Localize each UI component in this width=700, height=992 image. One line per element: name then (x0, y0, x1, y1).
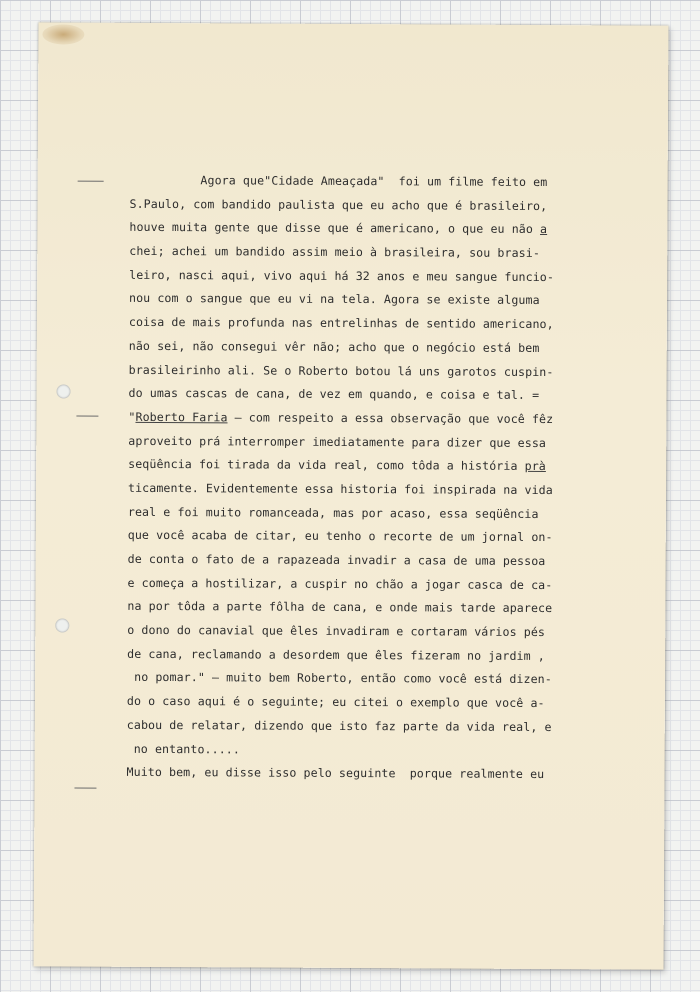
text-line (127, 666, 647, 692)
text-segment: nou com o sangue que eu vi na tela. Agora se existe alguma (128, 291, 540, 308)
text-segment: cabou de relatar, dizendo que isto faz parte da vida real, e (126, 717, 552, 734)
text-segment: brasileirinho ali. Se o Roberto botou lá uns garotos cuspin- (128, 362, 554, 379)
text-line (129, 264, 649, 290)
text-segment: — com respeito a essa observação que você fêz (227, 410, 554, 426)
text-line (129, 335, 649, 361)
text-segment: real e foi muito romanceada, mas por acaso, essa seqüência (127, 504, 539, 521)
text-segment: " (128, 409, 136, 424)
text-segment: chei; achei um bandido assim meio à brasileira, sou brasi- (129, 243, 540, 261)
text-segment: Muito bem, eu disse isso pelo seguinte porque realmente eu (126, 765, 545, 782)
text-segment: e começa a hostilizar, a cuspir no chão a jogar casca de ca- (127, 575, 553, 592)
text-line (128, 548, 648, 574)
text-segment: no pomar." — muito bem Roberto, então como você está dizen- (127, 670, 552, 687)
text-line (127, 572, 647, 598)
text-line (128, 453, 648, 479)
text-line (127, 690, 647, 716)
text-line (128, 477, 648, 503)
text-line (127, 643, 647, 669)
text-line (126, 761, 646, 787)
text-line (129, 287, 649, 313)
text-segment: do umas cascas de cana, de vez em quando, e coisa e tal. = (128, 386, 540, 403)
text-segment: ticamente. Evidentemente essa historia foi inspirada na vida (128, 480, 553, 497)
punch-hole-top (57, 384, 71, 398)
text-line (129, 193, 649, 219)
text-segment: que você acaba de citar, eu tenho o recorte de um jornal on- (127, 528, 553, 545)
text-line (129, 311, 649, 337)
text-line (129, 358, 649, 384)
typed-text-body (126, 169, 649, 788)
underlined-text-segment: prà (524, 459, 546, 474)
text-line (129, 240, 649, 266)
text-line (127, 595, 647, 621)
text-line (127, 619, 647, 645)
text-line (127, 714, 647, 740)
text-segment: seqüência foi tirada da vida real, como tôda a história (128, 457, 525, 474)
punch-hole-bottom (55, 618, 69, 632)
text-segment: do o caso aqui é o seguinte; eu citei o exemplo que você a- (126, 693, 545, 711)
underlined-text-segment: Roberto Faria (135, 409, 228, 425)
text-segment: não sei, não consegui vêr não; acho que o negócio está bem (128, 338, 540, 355)
text-segment: Agora que"Cidade Ameaçada" foi um filme feito em (129, 172, 548, 190)
text-line (128, 500, 648, 526)
text-segment: de conta o fato de a rapazeada invadir a casa de uma pessoa (127, 551, 546, 569)
text-line (129, 216, 649, 242)
rust-stain (42, 24, 84, 44)
text-line (128, 429, 648, 455)
text-line (128, 406, 648, 432)
text-segment: S.Paulo, com bandido paulista que eu acho que é brasileiro, (129, 196, 548, 213)
text-line (130, 169, 650, 195)
underlined-text-segment: a (540, 222, 548, 237)
text-segment: na por tôda a parte fôlha de cana, e onde mais tarde aparece (127, 599, 553, 616)
text-segment: houve muita gente que disse que é americano, o que eu não (129, 220, 541, 237)
text-segment: leiro, nasci aqui, vivo aqui há 32 anos e meu sangue funcio- (129, 267, 554, 284)
margin-mark (76, 416, 98, 417)
typewritten-page (34, 22, 669, 969)
text-line (127, 737, 647, 763)
text-segment: aproveito prá interromper imediatamente para dizer que essa (128, 433, 547, 450)
text-segment: de cana, reclamando a desordem que êles fizeram no jardim , (127, 646, 545, 663)
text-segment: o dono do canavial que êles invadiram e cortaram vários pés (127, 622, 546, 640)
text-segment: no entanto..... (126, 741, 240, 756)
text-line (128, 382, 648, 408)
text-line (128, 524, 648, 550)
text-segment: coisa de mais profunda nas entrelinhas de sentido americano, (128, 314, 554, 332)
margin-mark (78, 181, 104, 182)
margin-mark (74, 788, 96, 789)
